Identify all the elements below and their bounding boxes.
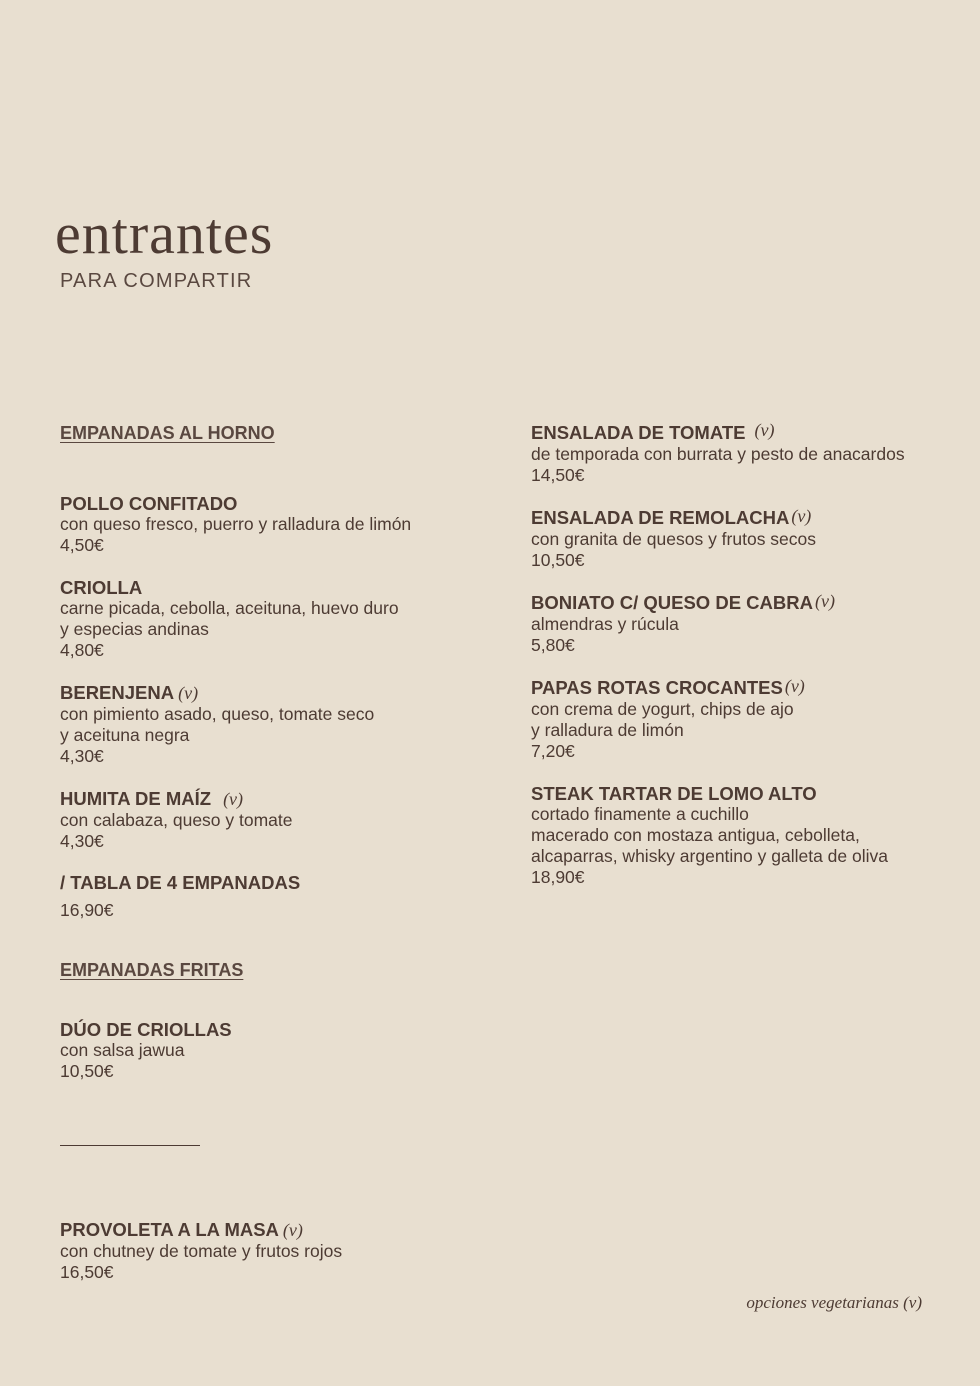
item-name: ENSALADA DE TOMATE	[531, 422, 746, 443]
item-name: BONIATO C/ QUESO DE CABRA	[531, 592, 813, 613]
menu-item	[531, 507, 961, 571]
item-name: POLLO CONFITADO	[60, 493, 238, 514]
item-description: con crema de yogurt, chips de ajo	[531, 699, 794, 719]
menu-item	[60, 1019, 490, 1082]
item-name-row	[60, 1219, 490, 1241]
item-description: cortado finamente a cuchillo	[531, 804, 749, 824]
item-name: PROVOLETA A LA MASA	[60, 1219, 279, 1240]
item-description: y aceituna negra	[60, 725, 190, 745]
menu-item	[60, 577, 490, 661]
item-name: PAPAS ROTAS CROCANTES	[531, 677, 783, 698]
item-name-row	[531, 592, 961, 614]
menu-item	[531, 677, 961, 762]
menu-item	[531, 592, 961, 656]
item-price: 5,80€	[531, 635, 575, 655]
item-price: 4,30€	[60, 831, 104, 851]
item-name: STEAK TARTAR DE LOMO ALTO	[531, 783, 817, 804]
item-description: con calabaza, queso y tomate	[60, 810, 293, 830]
item-name-row	[531, 677, 961, 699]
item-description: y especias andinas	[60, 619, 209, 639]
vegetarian-mark: (v)	[791, 506, 812, 526]
item-name: CRIOLLA	[60, 577, 143, 598]
menu-item	[531, 783, 961, 888]
item-price: 7,20€	[531, 741, 575, 761]
item-name: DÚO DE CRIOLLAS	[60, 1019, 232, 1040]
item-description: con salsa jawua	[60, 1040, 185, 1060]
menu-item	[531, 422, 961, 486]
section-heading-fritas: EMPANADAS FRITAS	[60, 960, 244, 980]
item-description: con granita de quesos y frutos secos	[531, 529, 817, 549]
menu-title: entrantes	[55, 201, 274, 266]
vegetarian-mark: (v)	[814, 591, 835, 611]
item-description: con chutney de tomate y frutos rojos	[60, 1241, 343, 1261]
menu-item	[60, 872, 490, 921]
menu-subtitle: PARA COMPARTIR	[60, 270, 253, 292]
menu-item	[60, 682, 490, 767]
item-name-row	[60, 682, 490, 704]
item-name-row	[60, 788, 490, 810]
item-description: macerado con mostaza antigua, cebolleta,	[531, 825, 860, 845]
item-name: HUMITA DE MAÍZ	[60, 788, 212, 809]
vegetarian-note: opciones vegetarianas (v)	[746, 1293, 922, 1312]
menu-item	[60, 493, 490, 556]
item-price: 14,50€	[531, 465, 585, 485]
section-heading-horno: EMPANADAS AL HORNO	[60, 423, 275, 443]
item-name: BERENJENA	[60, 682, 175, 703]
menu-item	[60, 788, 490, 852]
vegetarian-mark: (v)	[178, 683, 199, 703]
item-name-row	[531, 422, 961, 444]
item-price: 16,90€	[60, 900, 114, 920]
menu-item	[60, 1219, 490, 1283]
item-price: 10,50€	[531, 550, 585, 570]
item-price: 4,30€	[60, 746, 104, 766]
left-column	[60, 422, 490, 1082]
vegetarian-mark: (v)	[223, 789, 244, 809]
item-name-row	[531, 507, 961, 529]
item-price: 18,90€	[531, 867, 585, 887]
item-description: y ralladura de limón	[531, 720, 684, 740]
item-price: 4,50€	[60, 535, 104, 555]
item-description: almendras y rúcula	[531, 614, 679, 634]
vegetarian-mark: (v)	[282, 1220, 303, 1240]
item-description: de temporada con burrata y pesto de anacardos	[531, 444, 905, 464]
item-price: 4,80€	[60, 640, 104, 660]
divider-line	[60, 1145, 200, 1146]
item-name: ENSALADA DE REMOLACHA	[531, 507, 790, 528]
item-description: alcaparras, whisky argentino y galleta de oliva	[531, 846, 888, 866]
vegetarian-mark: (v)	[784, 676, 805, 696]
item-description: carne picada, cebolla, aceituna, huevo duro	[60, 598, 399, 618]
right-column	[531, 422, 961, 888]
item-price: 16,50€	[60, 1262, 114, 1282]
item-price: 10,50€	[60, 1061, 114, 1081]
item-description: con pimiento asado, queso, tomate seco	[60, 704, 375, 724]
vegetarian-mark: (v)	[754, 420, 775, 440]
item-name: / TABLA DE 4 EMPANADAS	[60, 872, 301, 893]
item-description: con queso fresco, puerro y ralladura de limón	[60, 514, 412, 534]
